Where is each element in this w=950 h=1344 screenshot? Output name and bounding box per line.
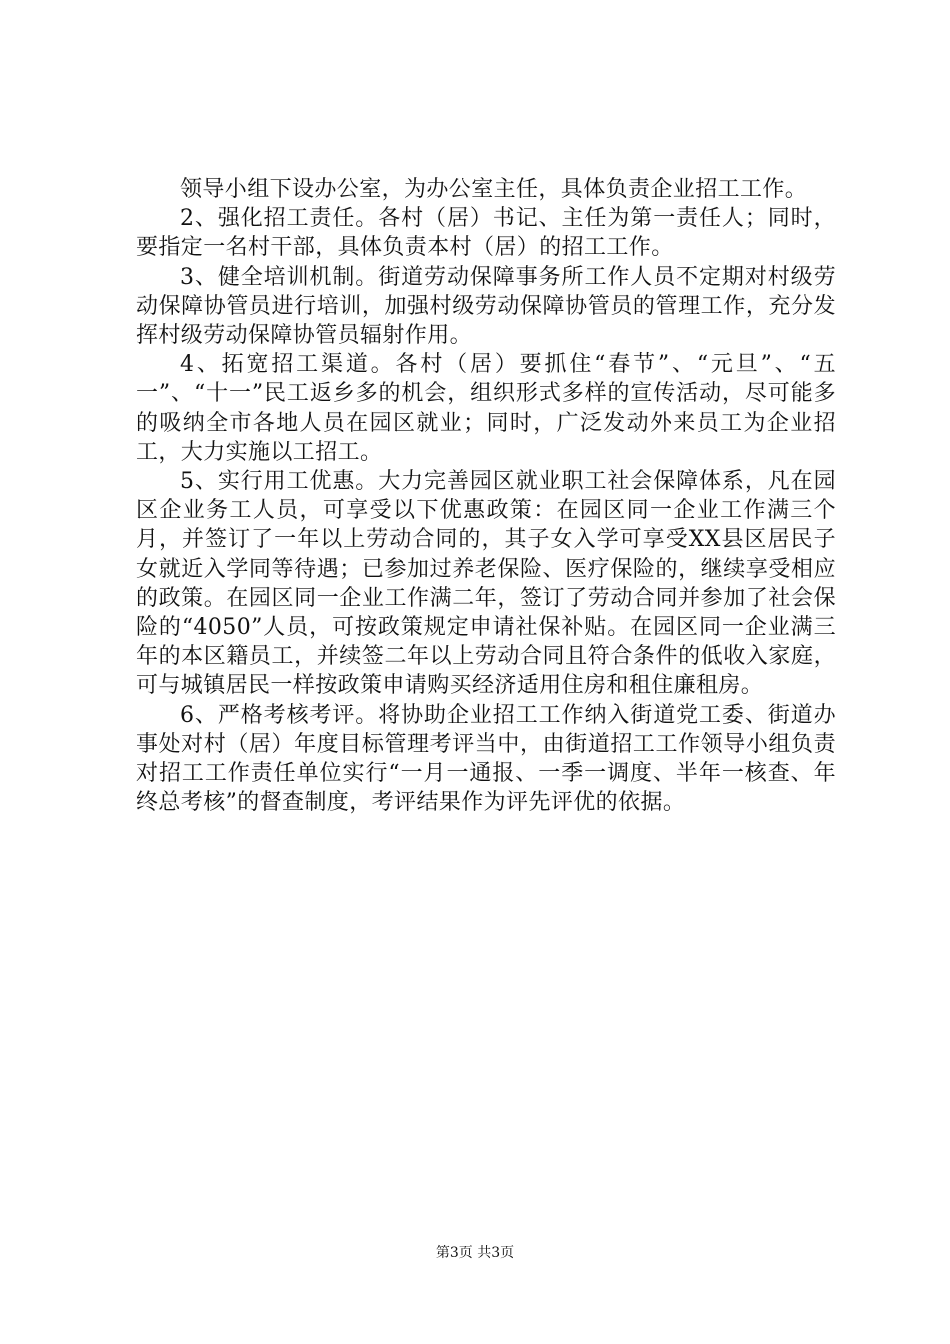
page-footer: 第3页 共3页 bbox=[435, 1245, 515, 1261]
paragraph-office: 领导小组下设办公室，为办公室主任，具体负责企业招工工作。 bbox=[180, 177, 808, 202]
paragraph-channels: 4、拓宽招工渠道。各村（居）要抓住“春节”、“元旦”、“五一”、“十一”民工返乡多的机会，组织形式多样的宣传活动，尽可能多的吸纳全市各地人员在园区就业；同时，广泛发动外来员工为企业招工，大力实施以工招工。 bbox=[136, 352, 836, 465]
document-body bbox=[136, 175, 836, 817]
paragraph-training: 3、健全培训机制。街道劳动保障事务所工作人员不定期对村级劳动保障协管员进行培训，加强村级劳动保障协管员的管理工作，充分发挥村级劳动保障协管员辐射作用。 bbox=[136, 264, 836, 349]
paragraph-assessment: 6、严格考核考评。将协助企业招工工作纳入街道党工委、街道办事处对村（居）年度目标管理考评当中，由街道招工工作领导小组负责对招工工作责任单位实行“一月一通报、一季一调度、半年一核查、年终总考核”的督查制度，考评结果作为评先评优的依据。 bbox=[136, 702, 836, 816]
paragraph-benefits: 5、实行用工优惠。大力完善园区就业职工社会保障体系，凡在园区企业务工人员，可享受以下优惠政策：在园区同一企业工作满三个月，并签订了一年以上劳动合同的，其子女入学可享受XX县区居民子女就近入学同等待遇；已参加过养老保险、医疗保险的，继续享受相应的政策。在园区同一企业工作满二年，签订了劳动合同并参加了社会保险的“4050”人员，可按政策规定申请社保补贴。在园区同一企业满三年的本区籍员工，并续签二年以上劳动合同且符合条件的低收入家庭，可与城镇居民一样按政策申请购买经济适用住房和租住廉租房。 bbox=[136, 469, 836, 699]
paragraph-responsibility: 2、强化招工责任。各村（居）书记、主任为第一责任人；同时，要指定一名村干部，具体负责本村（居）的招工工作。 bbox=[136, 206, 836, 261]
